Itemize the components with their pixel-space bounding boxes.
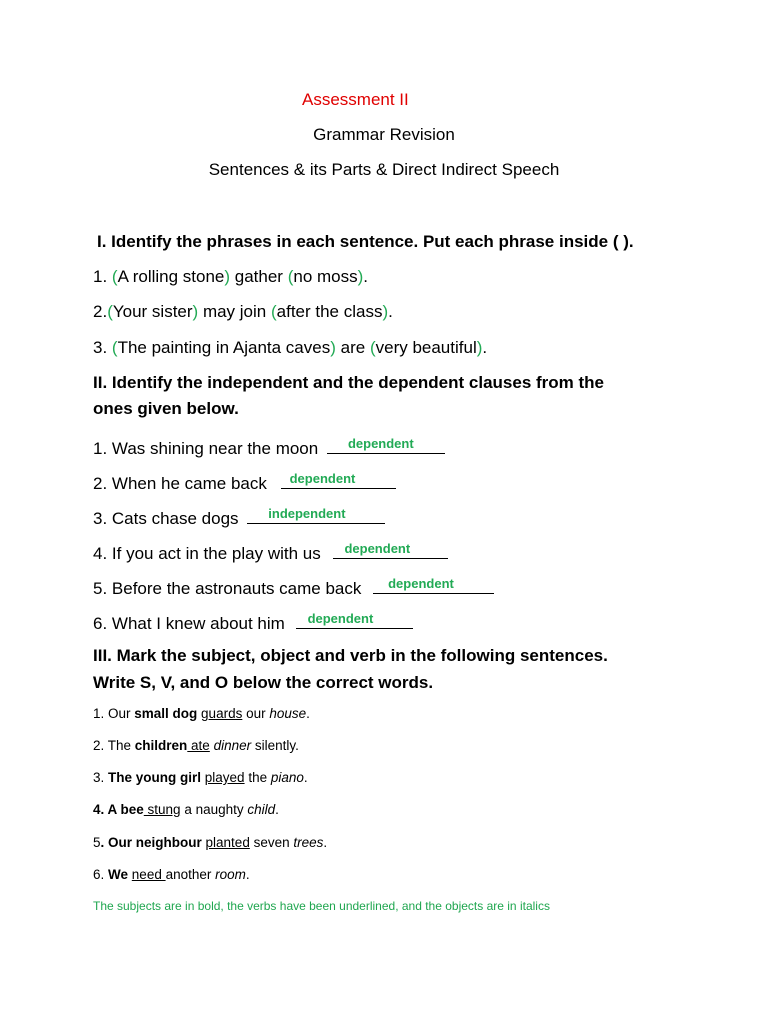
verb-text: planted bbox=[205, 835, 250, 850]
clause-item bbox=[93, 541, 448, 562]
phrase-parenthesis: ) bbox=[224, 267, 231, 286]
verb-text: need bbox=[131, 867, 166, 882]
sentence-text: . bbox=[306, 706, 310, 721]
phrase-sentence-3 bbox=[93, 339, 487, 356]
svo-sentence-5 bbox=[93, 836, 327, 850]
clause-text: 2. When he came back bbox=[93, 474, 267, 493]
phrase-parenthesis: ( bbox=[270, 302, 277, 321]
sentence-text: Your sister bbox=[112, 302, 193, 321]
phrase-parenthesis: ) bbox=[357, 267, 364, 286]
phrase-parenthesis: ( bbox=[369, 338, 376, 357]
sentence-text: 2. bbox=[93, 302, 108, 321]
assessment-title: Assessment II bbox=[302, 90, 409, 109]
sentence-text: . bbox=[245, 867, 250, 882]
sentence-text: . bbox=[323, 835, 328, 850]
phrase-parenthesis: ( bbox=[111, 267, 118, 286]
verb-text: played bbox=[204, 770, 245, 785]
phrase-parenthesis: ) bbox=[192, 302, 199, 321]
clause-text: 4. If you act in the play with us bbox=[93, 544, 321, 563]
answer-key-note: The subjects are in bold, the verbs have been underlined, and the objects are in italics bbox=[93, 899, 550, 913]
subject-text: 4. A bee bbox=[93, 802, 144, 817]
phrase-parenthesis: ( bbox=[287, 267, 294, 286]
clause-answer: dependent bbox=[347, 436, 414, 451]
sentence-text: 2. The bbox=[93, 738, 135, 753]
sentence-text: our bbox=[242, 706, 270, 721]
answer-blank bbox=[247, 506, 385, 524]
phrase-parenthesis: ) bbox=[476, 338, 483, 357]
section-2-heading-line-1: II. Identify the independent and the dependent clauses from the bbox=[93, 373, 605, 392]
sentence-text: the bbox=[244, 770, 271, 785]
sentence-text: 5 bbox=[93, 835, 101, 850]
phrase-parenthesis: ) bbox=[382, 302, 389, 321]
phrase-parenthesis: ( bbox=[107, 302, 113, 321]
sentence-text: another bbox=[165, 867, 216, 882]
subject-text: The young girl bbox=[108, 770, 202, 785]
sentence-text: a naughty bbox=[180, 802, 248, 817]
clause-item bbox=[93, 471, 396, 492]
clause-answer: dependent bbox=[307, 611, 374, 626]
answer-blank bbox=[333, 541, 448, 559]
clause-item bbox=[93, 611, 413, 632]
verb-text: guards bbox=[201, 706, 243, 721]
clause-item bbox=[93, 506, 385, 527]
subject-text: children bbox=[134, 738, 188, 753]
subtitle: Grammar Revision bbox=[313, 125, 455, 144]
sentence-text: . bbox=[482, 338, 488, 357]
clause-answer: dependent bbox=[289, 471, 356, 486]
clause-item bbox=[93, 436, 445, 457]
object-text: room bbox=[215, 867, 246, 882]
subject-text: We bbox=[108, 867, 129, 882]
sentence-text: no moss bbox=[293, 267, 358, 286]
sentence-text: 6. bbox=[93, 867, 109, 882]
sentence-text: 3. bbox=[93, 338, 112, 357]
clause-answer: dependent bbox=[388, 576, 454, 591]
object-text: dinner bbox=[213, 738, 252, 753]
verb-text: stung bbox=[143, 802, 181, 817]
phrase-sentence-1 bbox=[93, 268, 368, 285]
phrase-sentence-2 bbox=[93, 303, 393, 320]
svo-sentence-4 bbox=[93, 803, 279, 817]
clause-text: 6. What I knew about him bbox=[93, 614, 285, 633]
clause-text: 1. Was shining near the moon bbox=[93, 439, 319, 458]
clause-text: 5. Before the astronauts came back bbox=[93, 579, 362, 598]
clause-text: 3. Cats chase dogs bbox=[93, 509, 239, 528]
answer-blank bbox=[373, 576, 494, 594]
clause-item bbox=[93, 576, 494, 597]
sentence-text: A rolling stone bbox=[117, 267, 225, 286]
answer-blank bbox=[296, 611, 413, 629]
sentence-text: . bbox=[303, 770, 308, 785]
sentence-text: The painting in Ajanta caves bbox=[117, 338, 331, 357]
sentence-text: after the class bbox=[276, 302, 383, 321]
object-text: child bbox=[247, 802, 276, 817]
sentence-text: are bbox=[335, 338, 370, 357]
phrase-parenthesis: ( bbox=[111, 338, 118, 357]
sentence-text: 1. Our bbox=[93, 706, 135, 721]
answer-blank bbox=[281, 471, 396, 489]
subject-text: small dog bbox=[134, 706, 198, 721]
svo-sentence-2 bbox=[93, 739, 299, 753]
answer-blank bbox=[327, 436, 445, 454]
subject-text: . Our neighbour bbox=[100, 835, 202, 850]
topic-line: Sentences & its Parts & Direct Indirect Speech bbox=[208, 160, 560, 179]
sentence-text: gather bbox=[230, 267, 288, 286]
sentence-text: very beautiful bbox=[375, 338, 477, 357]
section-1-heading: I. Identify the phrases in each sentence. Put each phrase inside ( ). bbox=[97, 232, 634, 251]
clause-answer: independent bbox=[268, 506, 346, 521]
sentence-text: . bbox=[275, 802, 279, 817]
sentence-text: 1. bbox=[93, 267, 112, 286]
sentence-text: . bbox=[388, 302, 393, 321]
section-3-heading-line-1: III. Mark the subject, object and verb in the following sentences. bbox=[93, 646, 608, 665]
svo-sentence-3 bbox=[93, 771, 308, 785]
sentence-text: . bbox=[363, 267, 369, 286]
svo-sentence-6 bbox=[93, 868, 250, 882]
svo-sentence-1 bbox=[93, 707, 310, 721]
clause-answer: dependent bbox=[344, 541, 411, 556]
sentence-text: may join bbox=[198, 302, 271, 321]
section-3-heading-line-2: Write S, V, and O below the correct words. bbox=[93, 673, 434, 692]
verb-text: ate bbox=[187, 738, 210, 753]
object-text: trees bbox=[293, 835, 324, 850]
object-text: piano bbox=[270, 770, 304, 785]
section-2-heading-line-2: ones given below. bbox=[93, 399, 239, 418]
object-text: house bbox=[269, 706, 307, 721]
phrase-parenthesis: ) bbox=[330, 338, 336, 357]
sentence-text: 3. bbox=[93, 770, 109, 785]
sentence-text: silently. bbox=[251, 738, 299, 753]
sentence-text: seven bbox=[249, 835, 294, 850]
